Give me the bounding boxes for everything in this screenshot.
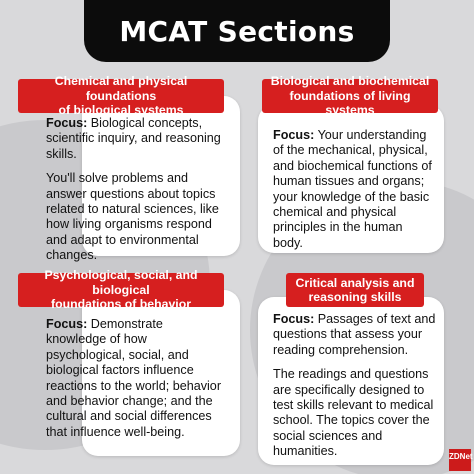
focus-text: Your understanding of the mechanical, physical, and biochemical functions of human tissues and organs; your knowledge of the basic chemical and physical principles in the human body. — [273, 128, 432, 250]
section-label-line: Psychological, social, and biological — [44, 268, 198, 297]
section-label-line: Biological and biochemical — [270, 74, 430, 89]
focus-label: Focus: — [273, 128, 315, 142]
section-detail: You'll solve problems and answer questions about topics related to natural sciences, like how living organisms respond and adapt to environmental changes. — [46, 171, 219, 263]
focus-label: Focus: — [273, 312, 315, 326]
page-title: MCAT Sections — [119, 14, 355, 48]
section-label-critical-analysis — [286, 273, 424, 307]
section-label-line: Critical analysis and — [295, 275, 415, 290]
logo-text: ZDNet — [449, 452, 473, 461]
section-body-psychological-social — [46, 317, 224, 440]
section-label-chemical-physical — [18, 74, 224, 118]
focus-label: Focus: — [46, 116, 88, 130]
section-label-biological-biochemical — [262, 74, 438, 118]
section-label-line: reasoning skills — [308, 290, 402, 304]
section-label-line: foundations of behavior — [50, 297, 192, 312]
focus-text: Passages of text and questions that assess your reading comprehension. — [273, 312, 436, 357]
section-body-critical-analysis — [273, 312, 441, 460]
focus-text: Biological concepts, scientific inquiry, and reasoning skills. — [46, 116, 221, 161]
section-label-line: Chemical and physical foundations — [54, 74, 188, 103]
section-body-chemical-physical — [46, 116, 228, 264]
title-banner — [84, 0, 390, 62]
focus-label: Focus: — [46, 317, 88, 331]
section-detail: The readings and questions are specifically designed to test skills relevant to medical school. The topics cover the social sciences and humanities. — [273, 367, 434, 459]
zdnet-logo — [449, 449, 471, 471]
section-body-biological-biochemical — [273, 128, 435, 251]
focus-text: Demonstrate knowledge of how psychological, social, and biological factors influence reactions to the world; behavior and behavior change; and the cultural and social differences that influence well-being. — [46, 317, 222, 439]
section-label-psychological-social — [18, 268, 224, 312]
section-label-line: foundations of living systems — [289, 88, 411, 118]
section-label-line: of biological systems — [58, 103, 184, 118]
